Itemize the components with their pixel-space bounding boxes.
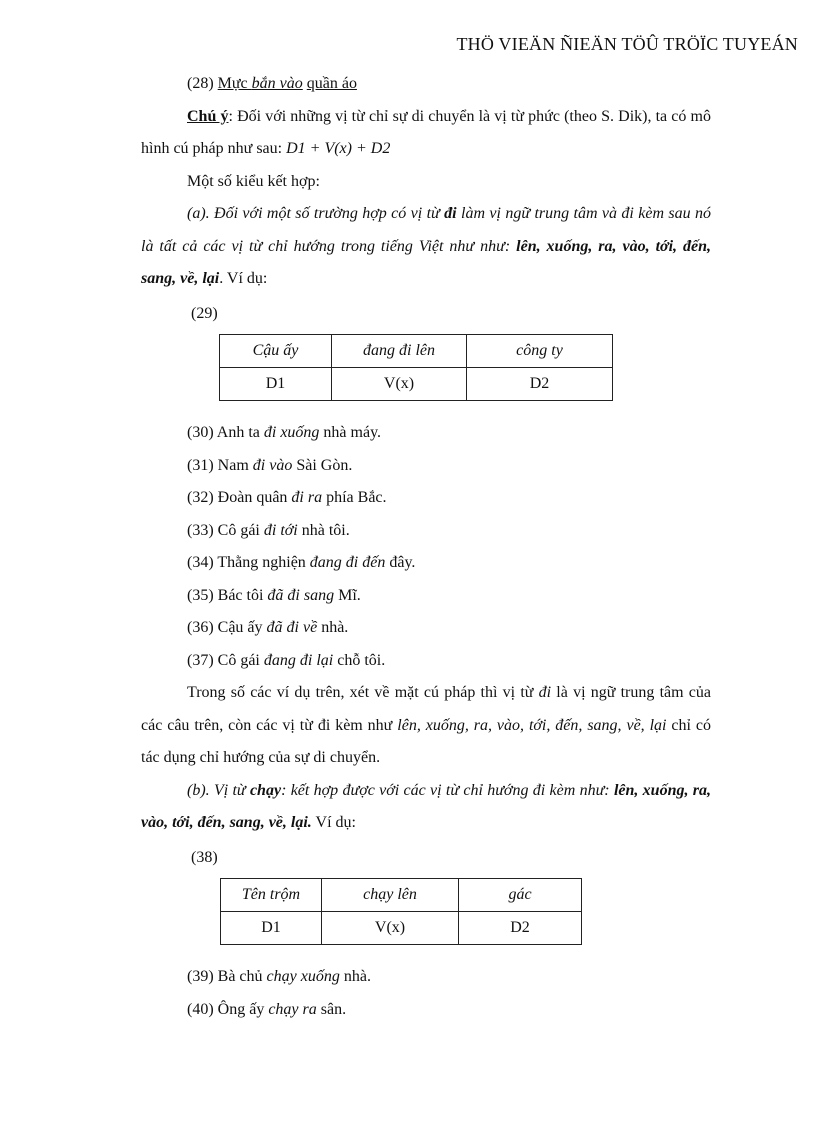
table-cell: V(x) <box>332 368 467 401</box>
example-34: (34) Thằng nghiện đang đi đến đây. <box>187 554 416 571</box>
syntax-formula: D1 + V(x) + D2 <box>286 140 391 157</box>
table-cell: công ty <box>467 335 613 368</box>
table-cell: Cậu ấy <box>220 335 332 368</box>
table-cell: gác <box>459 879 582 912</box>
table-row <box>221 912 582 945</box>
page-header: THÖ VIEÄN ÑIEÄN TÖÛ TRÖÏC TUYEÁN <box>456 34 798 54</box>
example-40: (40) Ông ấy chạy ra sân. <box>187 1000 347 1018</box>
table-cell: đang đi lên <box>332 335 467 368</box>
table-38 <box>220 878 582 945</box>
table-38-label: (38) <box>191 848 218 866</box>
example-32: (32) Đoàn quân đi ra phía Bắc. <box>187 489 387 506</box>
paragraph-b: (b). Vị từ chạy: kết hợp được với các vị từ chỉ hướng đi kèm như: lên, xuống, ra, vào, tới, đến, sang, về, lại. Ví dụ: <box>141 781 712 831</box>
example-39: (39) Bà chủ chạy xuống nhà. <box>187 968 371 985</box>
table-cell: Tên trộm <box>221 879 322 912</box>
table-29 <box>219 334 613 401</box>
table-cell: D1 <box>220 368 332 401</box>
table-row <box>220 335 613 368</box>
table-row <box>221 879 582 912</box>
example-28: (28) Mực bắn vào quần áo <box>187 75 357 92</box>
example-31: (31) Nam đi vào Sài Gòn. <box>187 456 353 474</box>
summary-paragraph: Trong số các ví dụ trên, xét về mặt cú pháp thì vị từ đi là vị ngữ trung tâm của các câu trên, còn các vị từ đi kèm như lên, xuống, ra, vào, tới, đến, sang, về, lại chỉ có tác dụng chỉ hướng của sự di chuyển. <box>141 684 711 766</box>
example-33: (33) Cô gái đi tới nhà tôi. <box>187 521 350 539</box>
table-cell: V(x) <box>322 912 459 945</box>
example-37: (37) Cô gái đang đi lại chỗ tôi. <box>187 651 386 669</box>
example-35: (35) Bác tôi đã đi sang Mĩ. <box>187 586 361 604</box>
table-row <box>220 368 613 401</box>
example-36: (36) Cậu ấy đã đi về nhà. <box>187 619 349 636</box>
table-cell: D2 <box>467 368 613 401</box>
table-cell: chạy lên <box>322 879 459 912</box>
note-label: Chú ý <box>187 107 229 125</box>
document-body <box>141 68 711 1026</box>
paragraph-a: (a). Đối với một số trường hợp có vị từ đi làm vị ngữ trung tâm và đi kèm sau nó là tất cả các vị từ chỉ hướng trong tiếng Việt như như: lên, xuống, ra, vào, tới, đến, sang, về, lại. Ví dụ: <box>141 205 712 287</box>
table-cell: D2 <box>459 912 582 945</box>
table-29-label: (29) <box>191 304 218 322</box>
example-30: (30) Anh ta đi xuống nhà máy. <box>187 424 382 441</box>
combos-title: Một số kiểu kết hợp: <box>187 172 320 190</box>
note-paragraph: Chú ý: Đối với những vị từ chỉ sự di chuyển là vị từ phức (theo S. Dik), ta có mô hình cú pháp như sau: D1 + V(x) + D2 <box>141 107 711 157</box>
table-cell: D1 <box>221 912 322 945</box>
